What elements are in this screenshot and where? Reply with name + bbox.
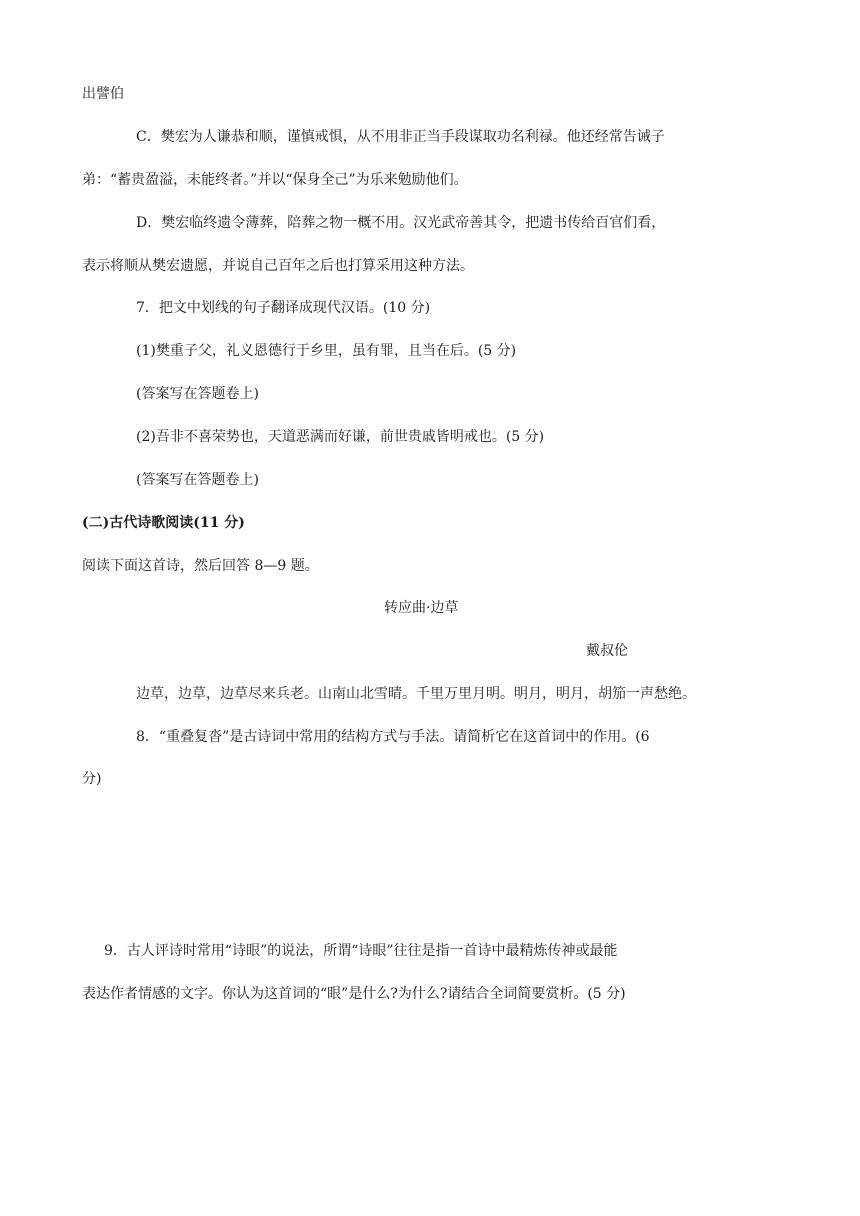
option-c-line-1: C．樊宏为人谦恭和顺，谨慎戒惧，从不用非正当手段谋取功名利禄。他还经常告诫子 (136, 129, 665, 145)
question-7-part-2: (2)吾非不喜荣势也，天道恶满而好谦，前世贵戚皆明戒也。(5 分) (136, 429, 545, 445)
poem-text: 边草，边草，边草尽来兵老。山南山北雪晴。千里万里月明。明月，明月，胡笳一声愁绝。 (136, 686, 696, 702)
question-8-line-1: 8．“重叠复沓”是古诗词中常用的结构方式与手法。请简析它在这首词中的作用。(6 (136, 729, 650, 745)
poem-author: 戴叔伦 (586, 643, 628, 659)
option-d-line-1: D．樊宏临终遗令薄葬，陪葬之物一概不用。汉光武帝善其令，把遗书传给百官们看， (136, 215, 666, 231)
poem-title: 转应曲·边草 (384, 600, 459, 616)
answer-note-1: (答案写在答题卷上) (136, 386, 259, 402)
question-9-line-2: 表达作者情感的文字。你认为这首词的“眼”是什么?为什么?请结合全词简要赏析。(5 分) (82, 986, 626, 1002)
option-b-tail: 出譬伯 (82, 86, 124, 102)
question-9-line-1: 9．古人评诗时常用“诗眼”的说法，所谓“诗眼”往往是指一首诗中最精炼传神或最能 (104, 943, 618, 959)
poetry-instruction: 阅读下面这首诗，然后回答 8—9 题。 (82, 558, 319, 574)
answer-note-2: (答案写在答题卷上) (136, 472, 259, 488)
section-heading-poetry: (二)古代诗歌阅读(11 分) (82, 515, 245, 531)
question-8-line-2: 分) (82, 771, 102, 787)
option-c-line-2: 弟：“蓄贵盈溢，未能终者。”并以“保身全己”为乐来勉励他们。 (82, 172, 468, 188)
question-7: 7．把文中划线的句子翻译成现代汉语。(10 分) (136, 300, 431, 316)
option-d-line-2: 表示将顺从樊宏遗愿，并说自己百年之后也打算采用这种方法。 (82, 258, 474, 274)
question-7-part-1: (1)樊重子父，礼义恩德行于乡里，虽有罪，且当在后。(5 分) (136, 343, 517, 359)
